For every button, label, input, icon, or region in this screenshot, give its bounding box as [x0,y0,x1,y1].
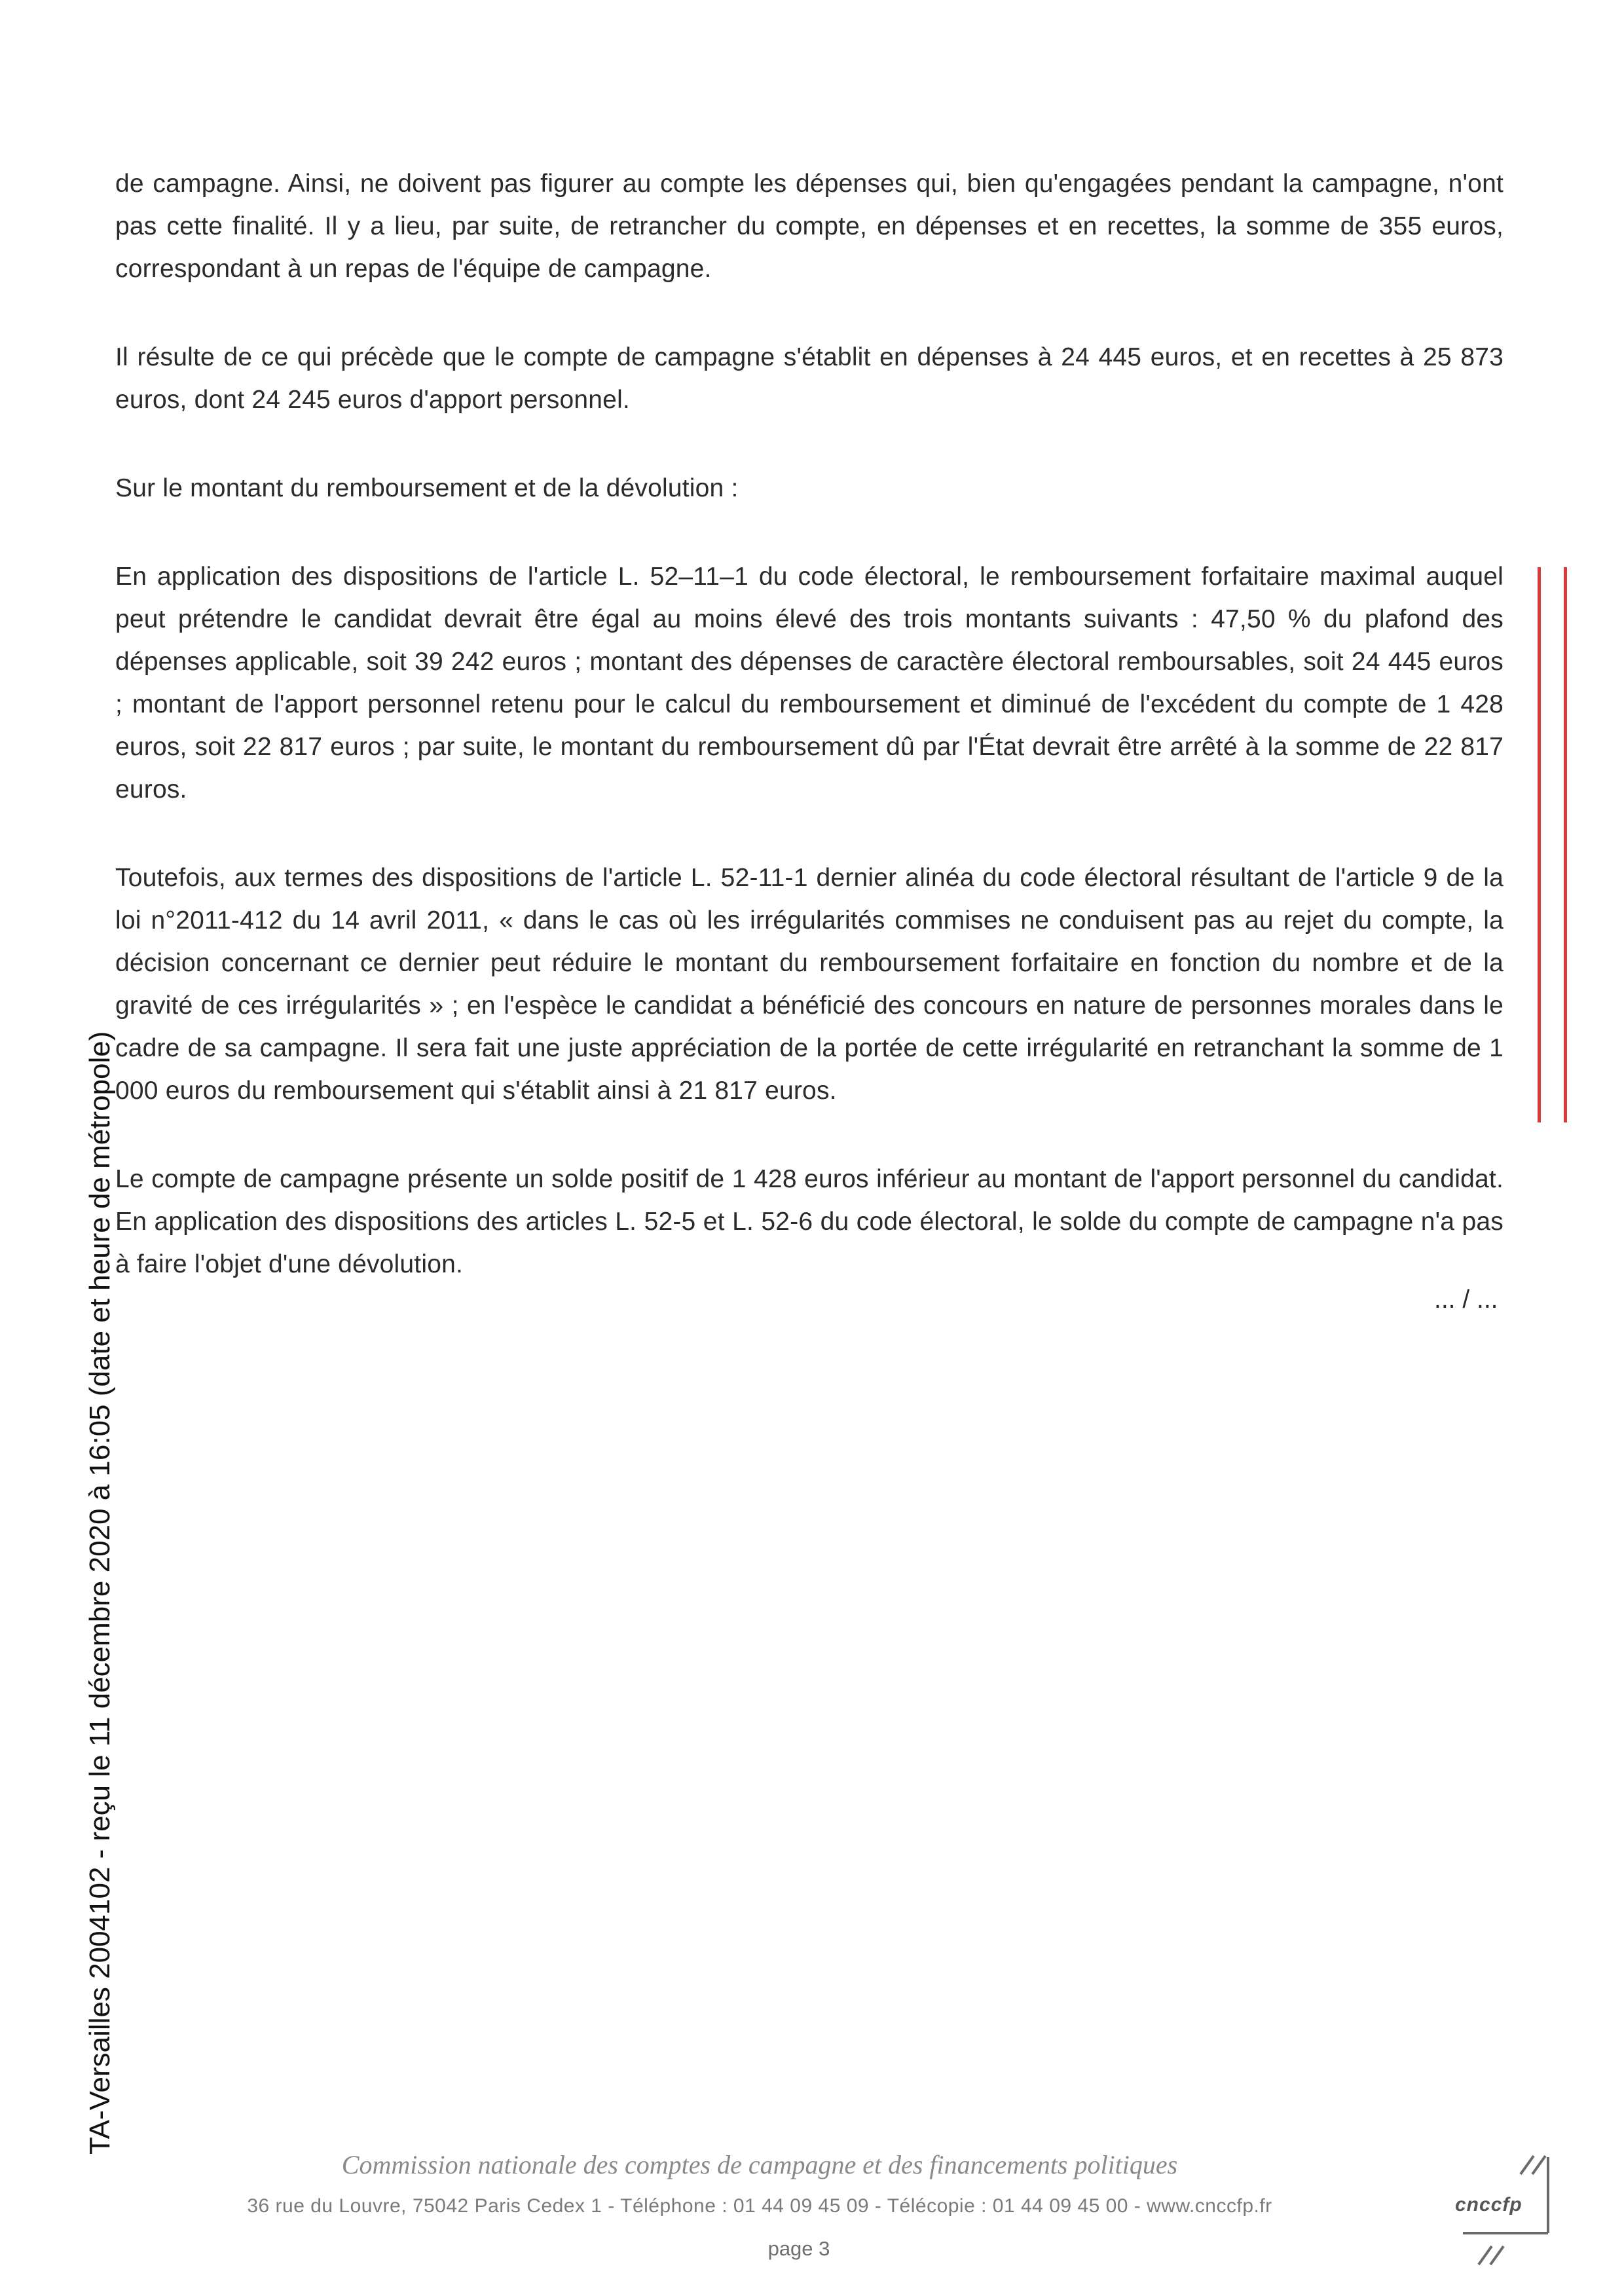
paragraph-reimbursement-calculation: En application des dispositions de l'article L. 52–11–1 du code électoral, le remboursement forfaitaire maximal auquel peut prétendre le candidat devrait être égal au moins élevé des trois montants suivants : 47,50 % du plafond des dépenses applicable, soit 39 242 euros ; montant des dépenses de caractère électoral remboursables, soit 24 445 euros ; montant de l'apport personnel retenu pour le calcul du remboursement et diminué de l'excédent du compte de 1 428 euros, soit 22 817 euros ; par suite, le montant du remboursement dû par l'État devrait être arrêté à la somme de 22 817 euros. [115,563,1504,804]
footer-commission-title: Commission nationale des comptes de campagne et des financements politiques [341,2150,1178,2179]
margin-bar-right [1564,567,1567,1122]
paragraph-devolution: Le compte de campagne présente un solde positif de 1 428 euros inférieur au montant de l'apport personnel du candidat. En application des dispositions des articles L. 52-5 et L. 52-6 du code électoral, le solde du compte de campagne n'a pas à faire l'objet d'une dévolution. [115,1165,1504,1278]
received-stamp: TA-Versailles 2004102 - reçu le 11 décembre 2020 à 16:05 (date et heure de métropole) [84,1031,116,2155]
section-heading-reimbursement: Sur le montant du remboursement et de la dévolution : [115,474,739,502]
paragraph-account-totals: Il résulte de ce qui précède que le compte de campagne s'établit en dépenses à 24 445 euros, et en recettes à 25 873 euros, dont 24 245 euros d'apport personnel. [115,343,1504,414]
footer-address: 36 rue du Louvre, 75042 Paris Cedex 1 - Téléphone : 01 44 09 45 09 - Télécopie : 01 44 09 45 00 - www.cnccfp.fr [247,2195,1272,2217]
cnccfp-logo [1450,2155,1561,2266]
document-body [115,162,1504,1331]
paragraph-irregularity-reduction: Toutefois, aux termes des dispositions de l'article L. 52-11-1 dernier alinéa du code électoral résultant de l'article 9 de la loi n°2011-412 du 14 avril 2011, « dans le cas où les irrégularités commises ne conduisent pas au rejet du compte, la décision concernant ce dernier peut réduire le montant du remboursement forfaitaire en fonction du nombre et de la gravité de ces irrégularités » ; en l'espèce le candidat a bénéficié des concours en nature de personnes morales dans le cadre de sa campagne. Il sera fait une juste appréciation de la portée de cette irrégularité en retranchant la somme de 1 000 euros du remboursement qui s'établit ainsi à 21 817 euros. [115,864,1504,1105]
paragraph-campaign-expenses: de campagne. Ainsi, ne doivent pas figurer au compte les dépenses qui, bien qu'engagées pendant la campagne, n'ont pas cette finalité. Il y a lieu, par suite, de retrancher du compte, en dépenses et en recettes, la somme de 355 euros, correspondant à un repas de l'équipe de campagne. [115,170,1504,283]
margin-change-bars [1538,567,1568,1122]
logo-text: cnccfp [1455,2194,1522,2215]
margin-bar-left [1538,567,1541,1122]
continuation-mark: ... / ... [1434,1286,1498,1314]
page-number: page 3 [767,2237,830,2260]
